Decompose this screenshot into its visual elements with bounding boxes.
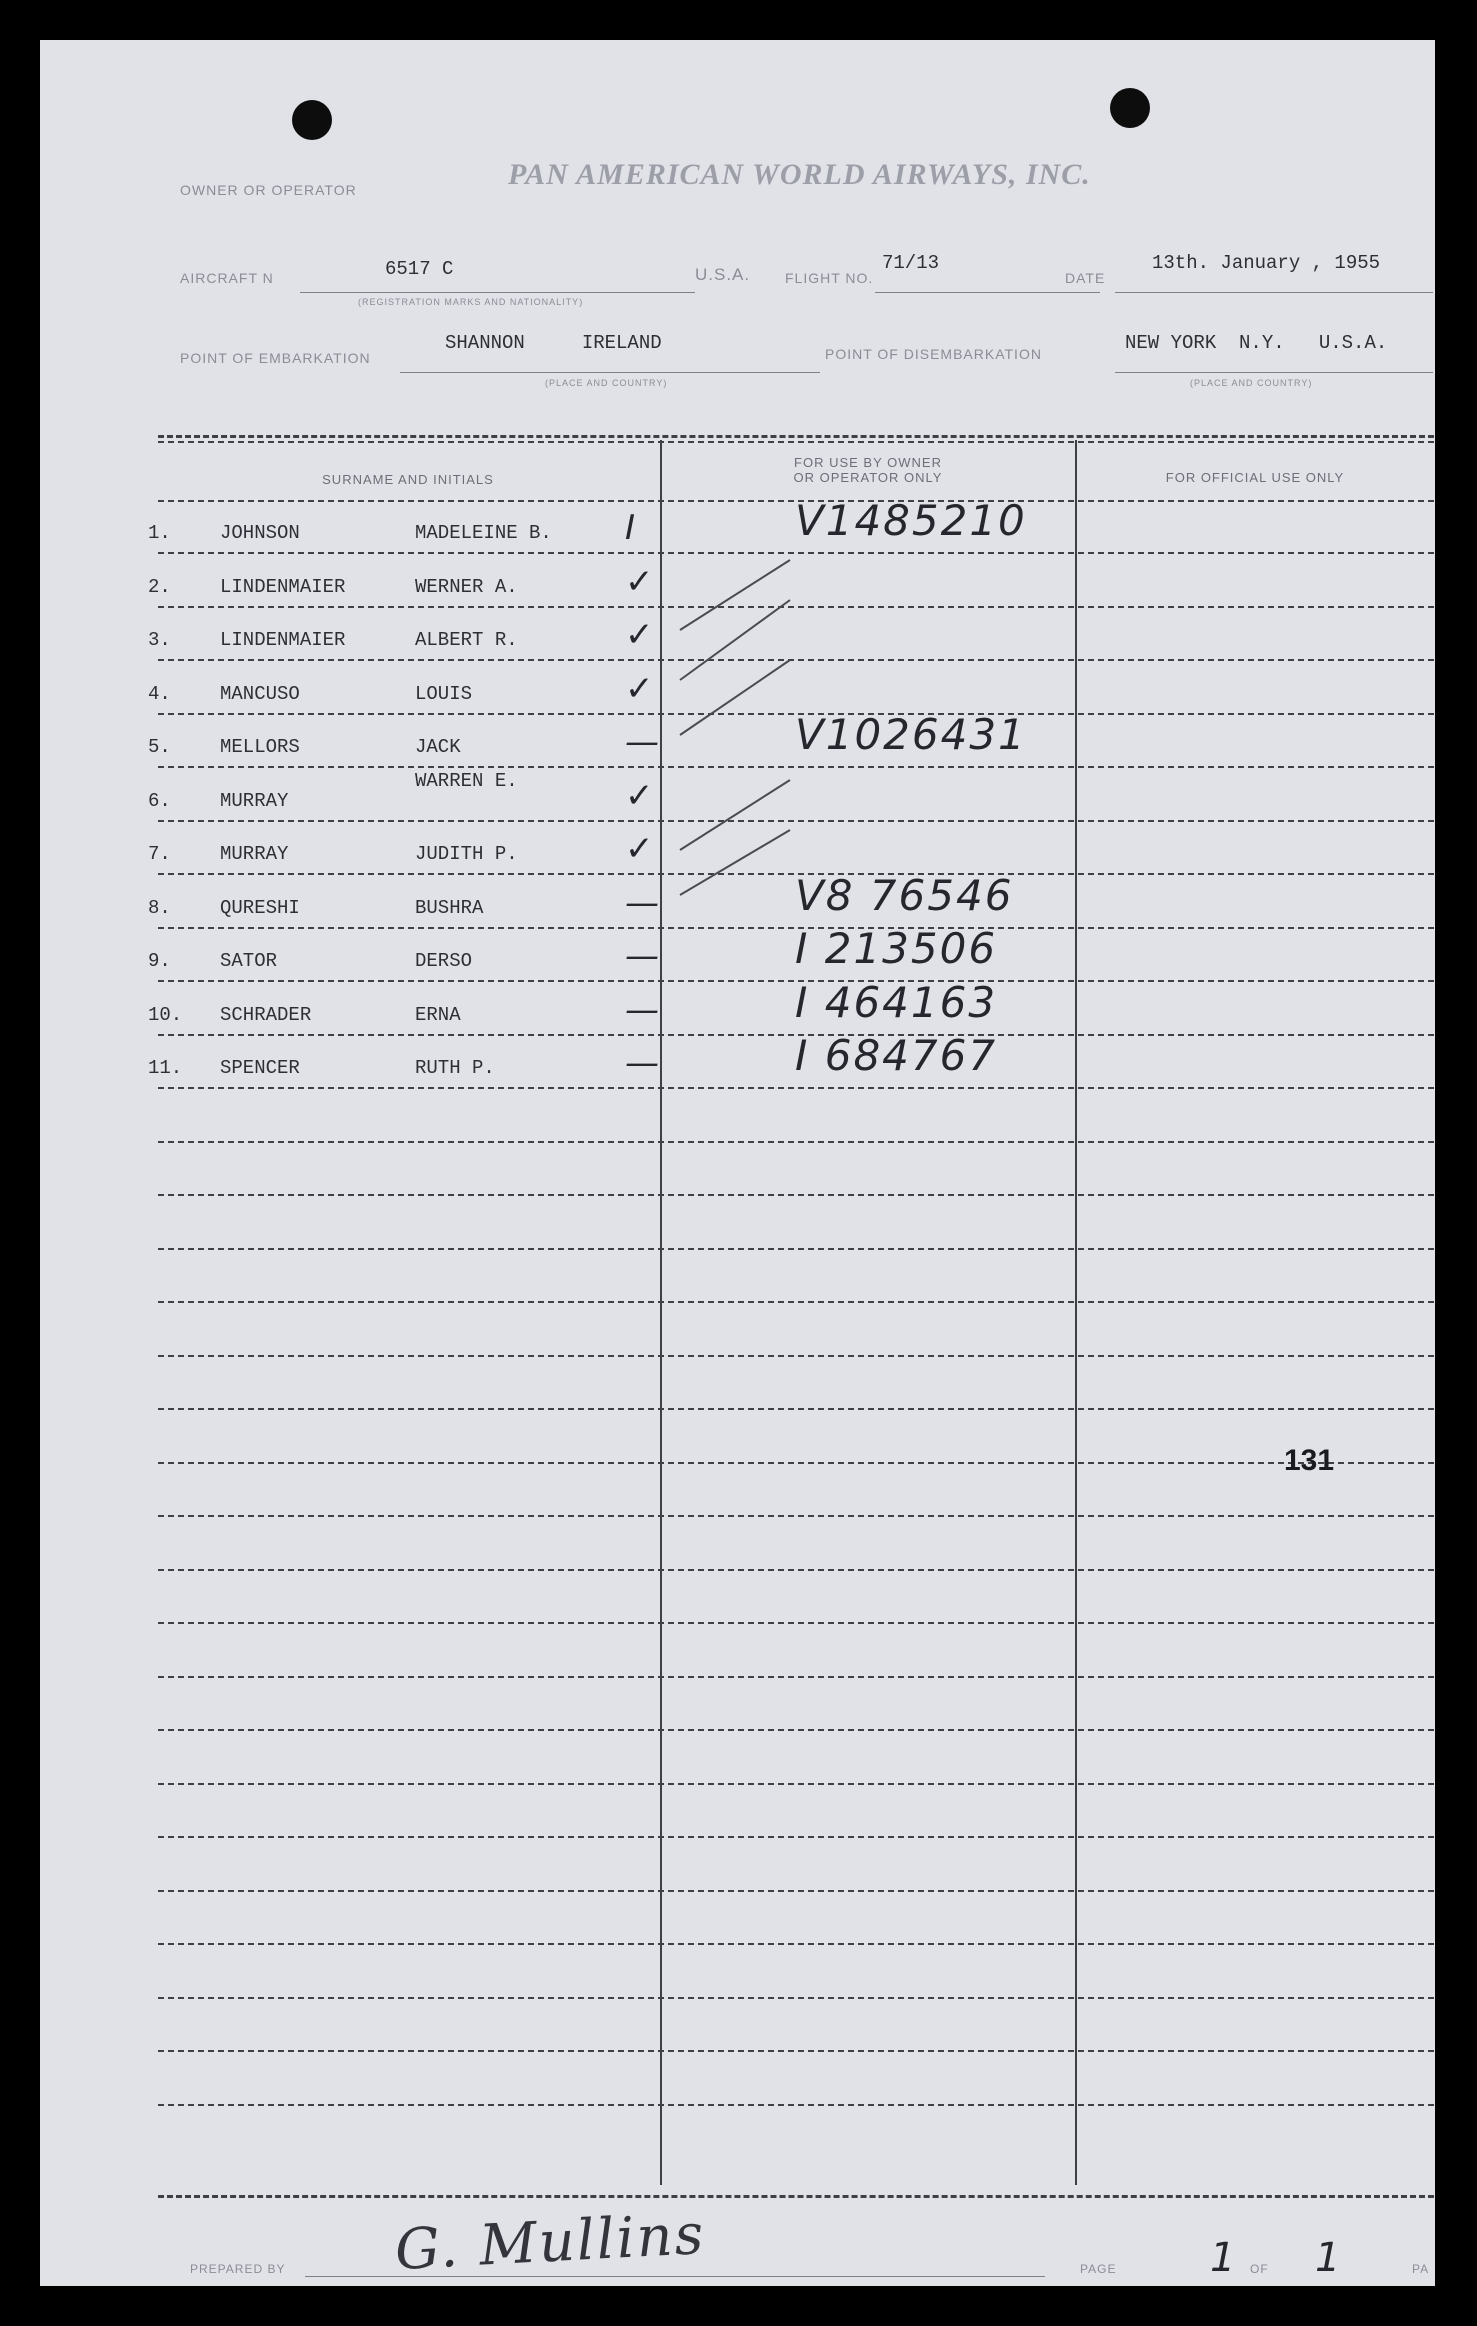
passenger-given-name: WARREN E. (415, 769, 518, 792)
row-rule (158, 1248, 1434, 1250)
handwritten-mark: — (625, 722, 661, 762)
row-rule (158, 1515, 1434, 1517)
row-rule (158, 1569, 1434, 1571)
row-number: 3. (148, 629, 171, 651)
passenger-surname: SCHRADER (220, 1003, 312, 1026)
company-name: PAN AMERICAN WORLD AIRWAYS, INC. (508, 158, 1091, 191)
disembarkation-caption: (PLACE AND COUNTRY) (1190, 378, 1313, 388)
disembarkation-value: NEW YORK N.Y. U.S.A. (1125, 332, 1388, 354)
page-total: 1 (1315, 2235, 1343, 2281)
passenger-surname: QURESHI (220, 896, 300, 919)
embarkation-underline (400, 372, 820, 373)
passenger-surname: MURRAY (220, 843, 289, 865)
aircraft-caption: (REGISTRATION MARKS AND NATIONALITY) (358, 297, 584, 307)
row-number: 4. (148, 682, 171, 705)
row-rule (158, 1194, 1434, 1196)
row-number: 7. (148, 843, 171, 865)
handwritten-mark: — (625, 936, 661, 976)
stamp-number: 131 (1284, 1444, 1335, 1477)
header-names: SURNAME AND INITIALS (322, 472, 494, 487)
passenger-given-name: RUTH P. (415, 1057, 495, 1079)
row-rule (158, 1943, 1434, 1945)
owner-label: OWNER OR OPERATOR (180, 182, 357, 198)
passenger-surname: LINDENMAIER (220, 575, 346, 598)
row-rule (158, 1890, 1434, 1892)
nationality: U.S.A. (695, 265, 751, 284)
punch-hole-left (292, 100, 332, 140)
handwritten-visa-number: I 213506 (795, 924, 998, 973)
row-rule (158, 1622, 1434, 1624)
passenger-given-name: JUDITH P. (415, 843, 518, 865)
header-owner-1: FOR USE BY OWNER (794, 455, 942, 470)
passenger-surname: JOHNSON (220, 522, 300, 544)
passenger-given-name: JACK (415, 736, 461, 758)
passenger-surname: LINDENMAIER (220, 629, 346, 651)
table-top-rule (158, 435, 1434, 438)
flight-value: 71/13 (882, 252, 940, 274)
handwritten-mark: ✓ (625, 775, 656, 816)
embarkation-label: POINT OF EMBARKATION (180, 350, 371, 366)
preparer-signature: G. Mullins (393, 2201, 707, 2284)
row-number: 1. (148, 522, 171, 544)
header-owner-2: OR OPERATOR ONLY (793, 470, 943, 485)
row-number: 11. (148, 1057, 183, 1079)
row-rule (158, 1783, 1434, 1785)
passenger-surname: MURRAY (220, 789, 289, 812)
passenger-surname: MELLORS (220, 736, 300, 758)
punch-hole-right (1110, 88, 1150, 128)
header-official: FOR OFFICIAL USE ONLY (1165, 470, 1345, 485)
table-top-rule-2 (158, 441, 1434, 443)
row-rule (158, 1355, 1434, 1357)
passenger-given-name: LOUIS (415, 682, 473, 705)
row-rule (158, 1087, 1434, 1089)
aircraft-label: AIRCRAFT N (180, 270, 274, 286)
handwritten-visa-number: V1026431 (795, 710, 1027, 759)
passenger-surname: SPENCER (220, 1057, 300, 1079)
column-divider-2 (1075, 440, 1077, 2185)
row-rule (158, 1729, 1434, 1731)
prepared-label: PREPARED BY (190, 2262, 286, 2276)
passenger-given-name: ALBERT R. (415, 629, 518, 651)
row-rule (158, 1141, 1434, 1143)
row-rule (158, 1301, 1434, 1303)
row-rule (158, 1836, 1434, 1838)
handwritten-mark: — (625, 882, 661, 923)
flight-label: FLIGHT NO. (785, 270, 874, 286)
passenger-given-name: DERSO (415, 950, 473, 972)
handwritten-mark: ✓ (625, 615, 656, 655)
disembarkation-label: POINT OF DISEMBARKATION (825, 346, 1042, 362)
aircraft-underline (300, 292, 695, 293)
passenger-surname: MANCUSO (220, 682, 300, 705)
aircraft-value: 6517 C (385, 258, 454, 280)
manifest-sheet (40, 40, 1435, 2286)
passenger-given-name: MADELEINE B. (415, 522, 552, 544)
of-label: OF (1250, 2262, 1269, 2276)
row-rule (158, 2050, 1434, 2052)
row-rule (158, 2104, 1434, 2106)
passenger-given-name: ERNA (415, 1003, 461, 1026)
handwritten-visa-number: I 684767 (795, 1031, 998, 1080)
row-rule (158, 1676, 1434, 1678)
handwritten-visa-number: I 464163 (795, 977, 998, 1027)
date-label: DATE (1065, 270, 1106, 286)
embarkation-value: SHANNON IRELAND (445, 332, 662, 354)
flight-underline (875, 292, 1100, 293)
passenger-given-name: WERNER A. (415, 575, 518, 598)
row-rule (158, 1462, 1434, 1464)
date-underline (1115, 292, 1433, 293)
handwritten-mark: — (625, 1043, 661, 1083)
handwritten-mark: ✓ (625, 668, 656, 709)
handwritten-mark: I (625, 508, 638, 548)
page-edge-fragment: PA (1412, 2262, 1430, 2276)
passenger-surname: SATOR (220, 950, 278, 972)
row-number: 2. (148, 575, 171, 598)
page-number: 1 (1210, 2235, 1238, 2281)
handwritten-mark: ✓ (625, 561, 656, 602)
page-label: PAGE (1080, 2262, 1117, 2276)
handwritten-visa-number: V1485210 (795, 496, 1027, 545)
row-number: 9. (148, 950, 171, 972)
row-rule (158, 1408, 1434, 1410)
handwritten-visa-number: V8 76546 (795, 870, 1014, 920)
row-number: 8. (148, 896, 171, 919)
handwritten-mark: — (625, 989, 661, 1030)
disembarkation-underline (1115, 372, 1433, 373)
embarkation-caption: (PLACE AND COUNTRY) (545, 378, 668, 388)
row-number: 5. (148, 736, 171, 758)
date-value: 13th. January , 1955 (1152, 252, 1381, 274)
passenger-given-name: BUSHRA (415, 896, 484, 919)
row-number: 6. (148, 789, 171, 812)
check-marks (640, 540, 800, 920)
row-rule (158, 1997, 1434, 1999)
handwritten-mark: ✓ (625, 829, 656, 869)
row-number: 10. (148, 1003, 183, 1026)
footer-rule (158, 2195, 1434, 2198)
